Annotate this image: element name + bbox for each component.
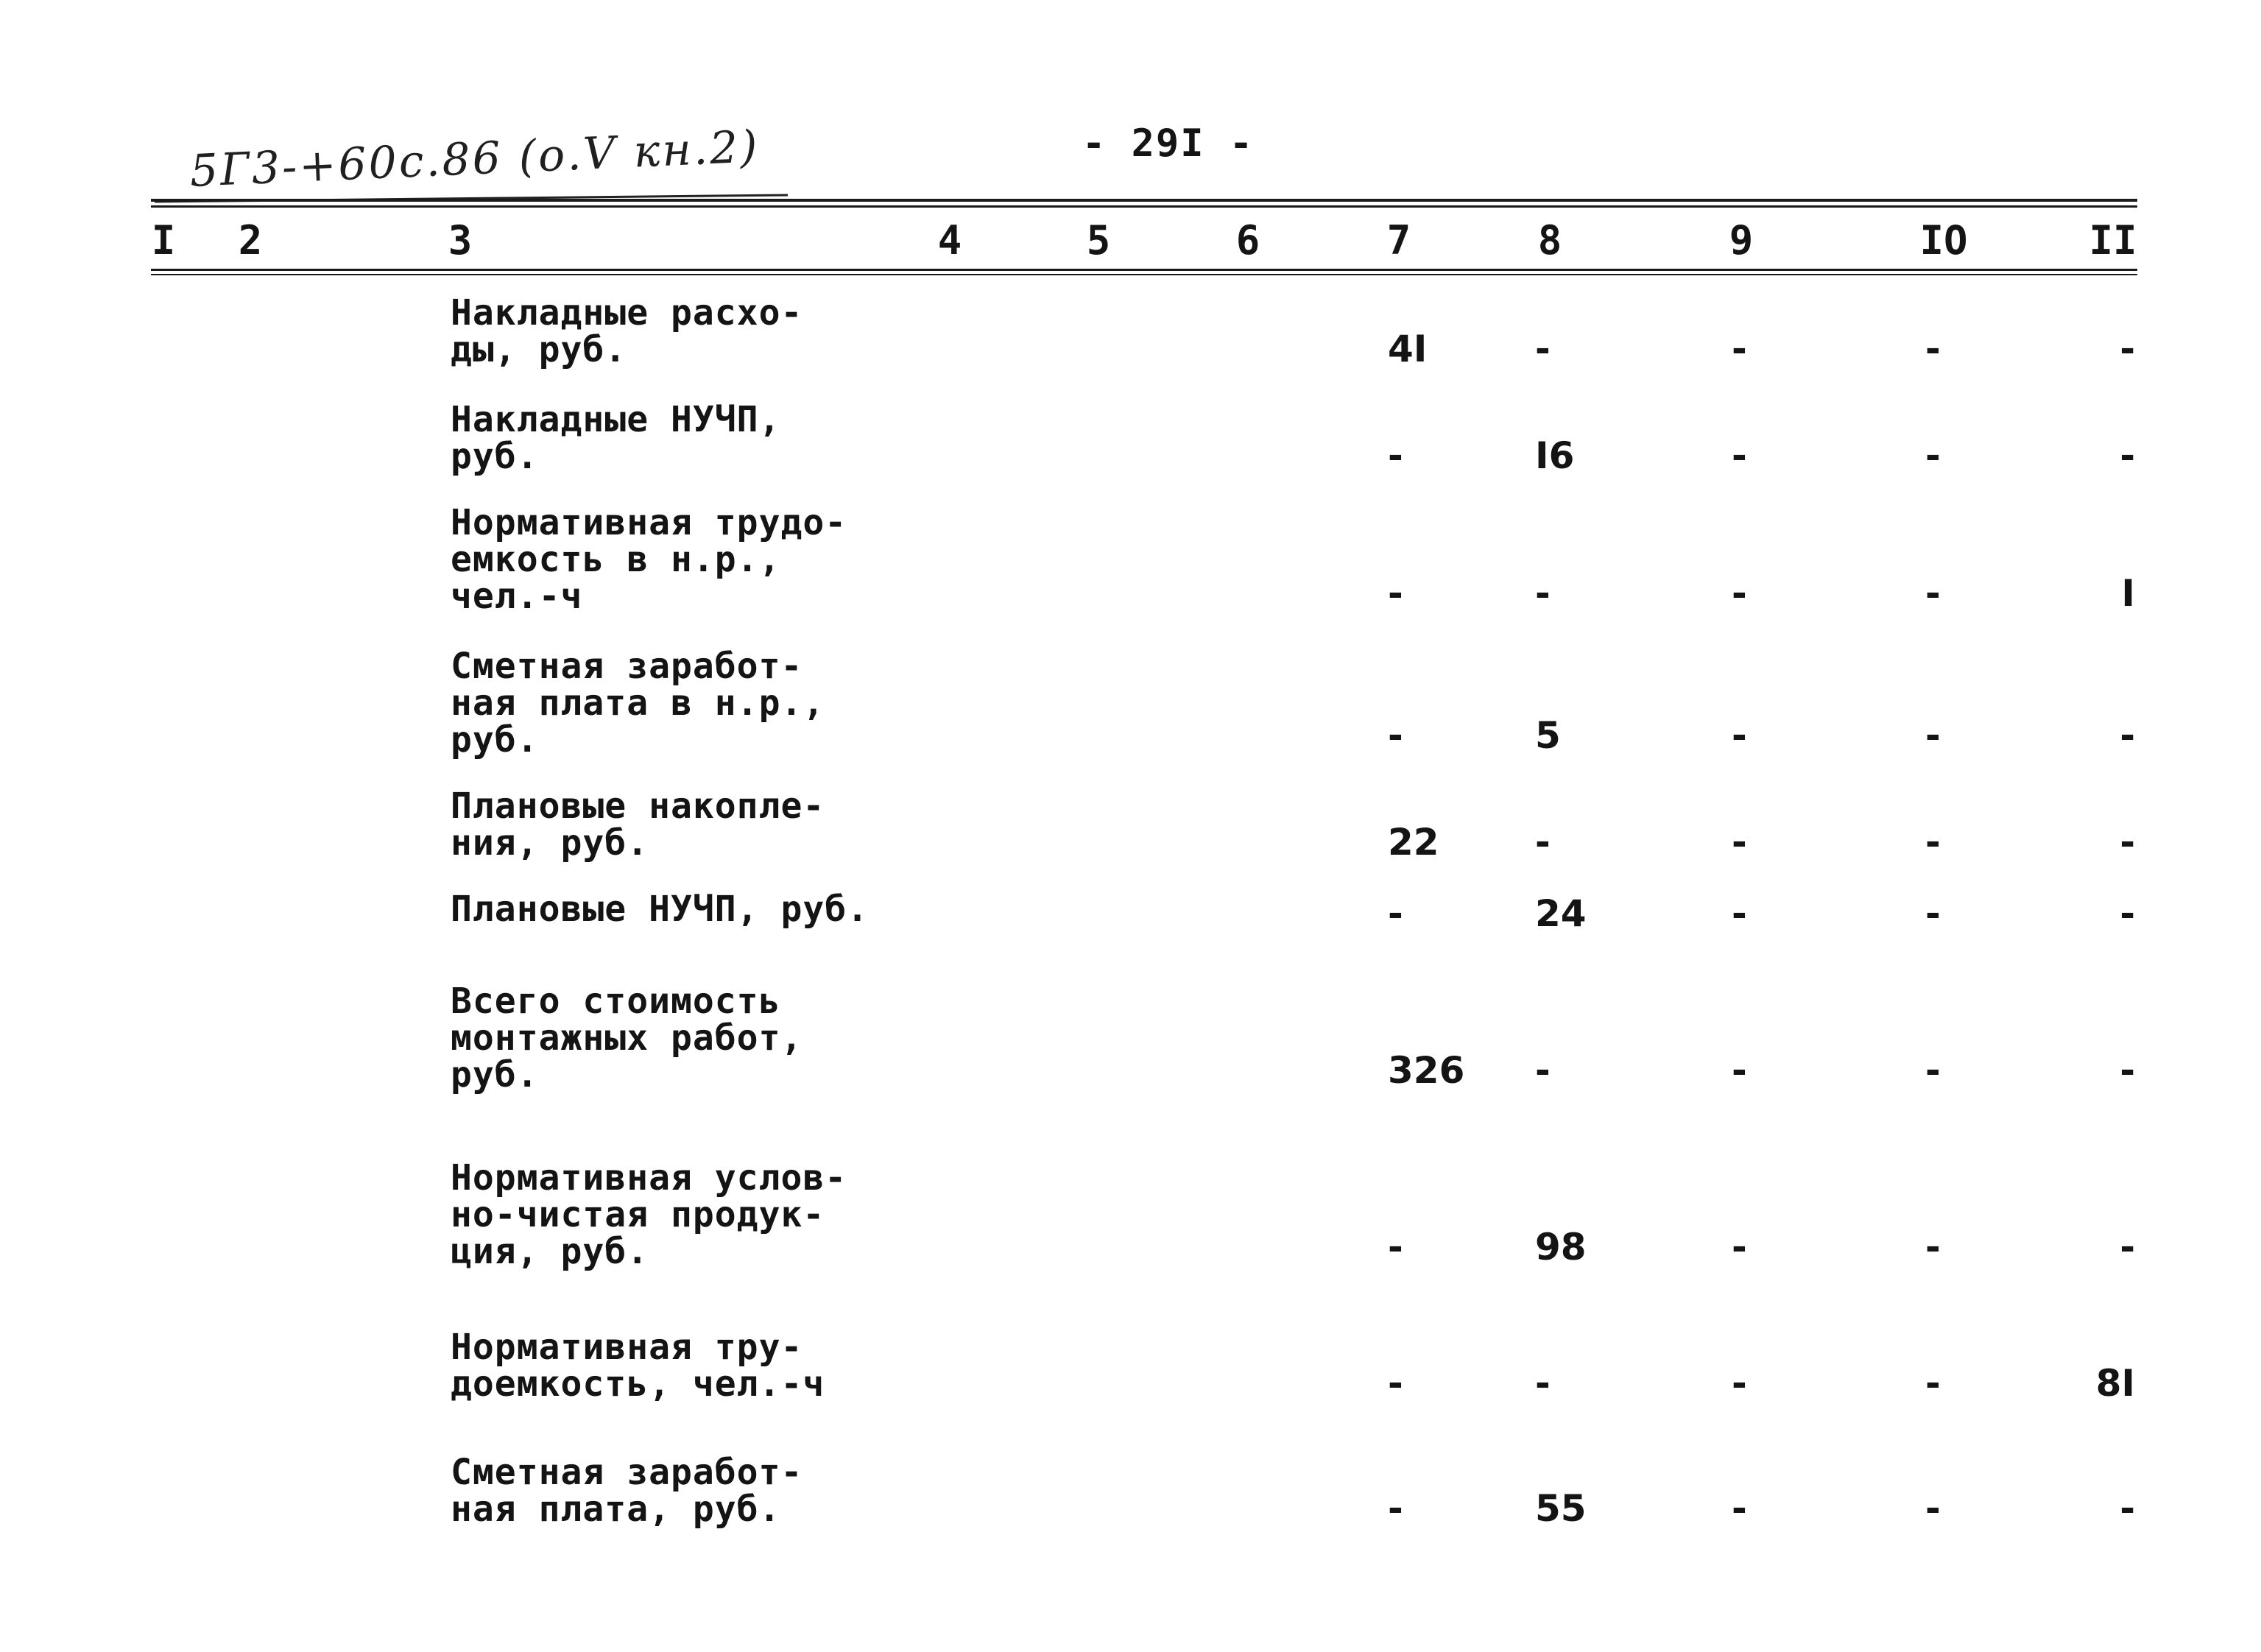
row-label: Накладные НУЧП, руб. (451, 399, 781, 477)
table-top-rule (151, 199, 2137, 202)
cell-col-7: - (1388, 434, 1403, 477)
cell-col-9: - (1732, 1049, 1747, 1092)
row-label: Сметная заработ- ная плата, руб. (451, 1452, 803, 1530)
cell-col-11: - (2120, 821, 2135, 864)
col-head-3: 3 (448, 217, 473, 264)
cell-col-8: 98 (1535, 1226, 1587, 1268)
cell-col-10: - (1925, 1226, 1941, 1268)
cell-col-7: - (1388, 714, 1403, 757)
col-head-10: IO (1919, 217, 1968, 264)
col-head-6: 6 (1235, 217, 1260, 264)
col-head-2: 2 (238, 217, 263, 264)
col-head-7: 7 (1386, 217, 1411, 264)
row-label: Накладные расхо- ды, руб. (451, 292, 803, 370)
cell-col-9: - (1732, 1362, 1747, 1405)
cell-col-7: 22 (1388, 821, 1439, 864)
cell-col-10: - (1925, 1487, 1941, 1530)
cell-col-10: - (1925, 1362, 1941, 1405)
cell-col-10: - (1925, 572, 1941, 615)
cell-col-8: - (1535, 1049, 1551, 1092)
cell-col-7: - (1388, 892, 1403, 935)
cell-col-9: - (1732, 821, 1747, 864)
cell-col-11: I (2121, 572, 2135, 615)
cell-col-9: - (1732, 328, 1747, 370)
cell-col-7: - (1388, 572, 1403, 615)
cell-col-10: - (1925, 328, 1941, 370)
page-number: - 29I - (1082, 121, 1255, 166)
cell-col-11: - (2120, 1226, 2135, 1268)
cell-col-7: 326 (1388, 1049, 1465, 1092)
table-top-rule-inner (151, 205, 2137, 208)
col-head-4: 4 (937, 217, 962, 264)
cell-col-11: - (2120, 1487, 2135, 1530)
cell-col-10: - (1925, 434, 1941, 477)
row-label: Плановые накопле- ния, руб. (451, 786, 825, 864)
cell-col-9: - (1732, 714, 1747, 757)
table-header-rule (151, 269, 2137, 271)
cell-col-8: - (1535, 328, 1551, 370)
cell-col-10: - (1925, 1049, 1941, 1092)
handwritten-reference: 5Г3-+60с.86 (о.V кн.2) (188, 121, 761, 197)
cell-col-8: - (1535, 821, 1551, 864)
cell-col-7: - (1388, 1487, 1403, 1530)
cell-col-11: 8I (2095, 1362, 2135, 1405)
cell-col-9: - (1732, 1226, 1747, 1268)
table-header-rule-inner (151, 274, 2137, 275)
col-head-11: II (2089, 217, 2137, 264)
row-label: Плановые НУЧП, руб. (451, 889, 870, 930)
cell-col-7: - (1388, 1226, 1403, 1268)
cell-col-7: 4I (1388, 328, 1428, 370)
col-head-8: 8 (1537, 217, 1562, 264)
cell-col-9: - (1732, 572, 1747, 615)
cell-col-11: - (2120, 1049, 2135, 1092)
cell-col-8: 5 (1535, 714, 1561, 757)
row-label: Сметная заработ- ная плата в н.р., руб. (451, 646, 825, 760)
cell-col-10: - (1925, 714, 1941, 757)
cell-col-8: 24 (1535, 892, 1587, 935)
col-head-5: 5 (1086, 217, 1111, 264)
cell-col-8: - (1535, 572, 1551, 615)
cell-col-11: - (2120, 328, 2135, 370)
row-label: Нормативная трудо- емкость в н.р., чел.-ч (451, 502, 847, 617)
cell-col-7: - (1388, 1362, 1403, 1405)
row-label: Нормативная тру- доемкость, чел.-ч (451, 1327, 825, 1405)
col-head-1: I (151, 217, 176, 264)
cell-col-10: - (1925, 892, 1941, 935)
cell-col-9: - (1732, 434, 1747, 477)
cell-col-9: - (1732, 1487, 1747, 1530)
row-label: Всего стоимость монтажных работ, руб. (451, 981, 803, 1095)
cell-col-8: 55 (1535, 1487, 1587, 1530)
cell-col-11: - (2120, 892, 2135, 935)
cell-col-11: - (2120, 434, 2135, 477)
cell-col-8: - (1535, 1362, 1551, 1405)
cell-col-8: I6 (1535, 434, 1575, 477)
cell-col-9: - (1732, 892, 1747, 935)
cell-col-10: - (1925, 821, 1941, 864)
col-head-9: 9 (1729, 217, 1754, 264)
cell-col-11: - (2120, 714, 2135, 757)
row-label: Нормативная услов- но-чистая продук- ция, руб. (451, 1157, 847, 1272)
